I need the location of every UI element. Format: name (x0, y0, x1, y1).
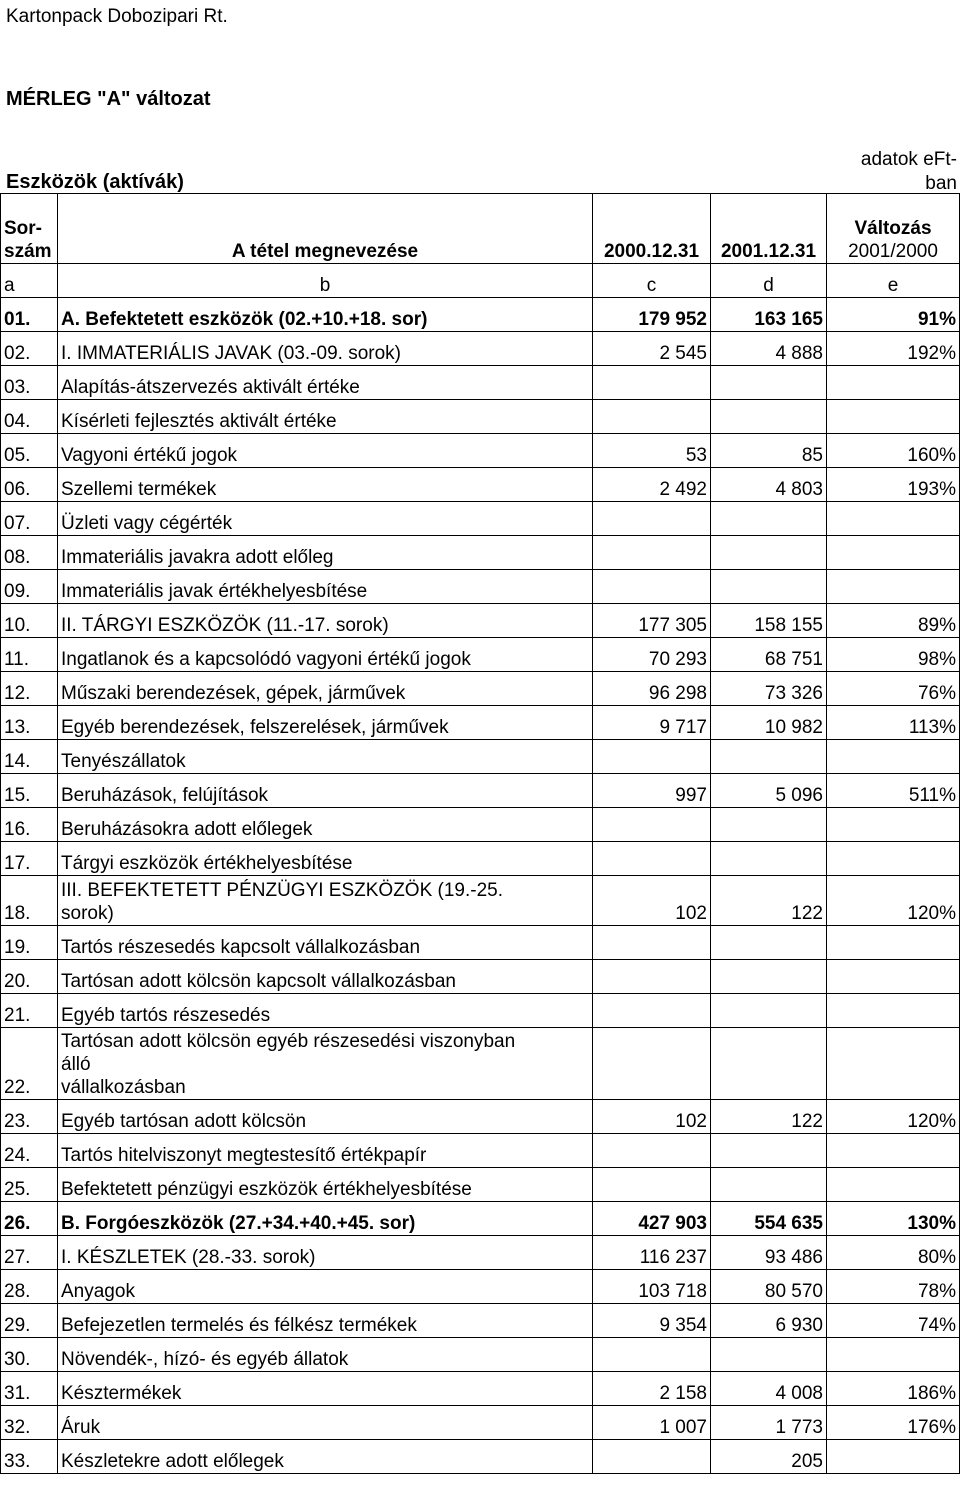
row-number: 33. (1, 1440, 58, 1474)
item-name (58, 1168, 593, 1202)
value-2000 (593, 1134, 711, 1168)
change-percent: 193% (827, 468, 960, 502)
value-2000 (593, 570, 711, 604)
value-2001 (711, 926, 827, 960)
change-percent: 78% (827, 1270, 960, 1304)
header-row-number (1, 194, 58, 264)
row-number: 11. (1, 638, 58, 672)
table-row (1, 774, 960, 808)
row-number: 01. (1, 298, 58, 332)
value-2001: 163 165 (711, 298, 827, 332)
value-2000: 96 298 (593, 672, 711, 706)
item-name (58, 604, 593, 638)
row-number: 14. (1, 740, 58, 774)
item-name (58, 1372, 593, 1406)
row-number: 26. (1, 1202, 58, 1236)
table-row (1, 366, 960, 400)
unit-note-line-2: ban (925, 173, 957, 194)
change-percent: 98% (827, 638, 960, 672)
value-2000 (593, 1028, 711, 1100)
change-percent: 186% (827, 1372, 960, 1406)
item-name (58, 298, 593, 332)
item-name (58, 332, 593, 366)
table-row (1, 1406, 960, 1440)
change-percent (827, 842, 960, 876)
row-number: 03. (1, 366, 58, 400)
change-percent (827, 1134, 960, 1168)
value-2001 (711, 570, 827, 604)
value-2001: 73 326 (711, 672, 827, 706)
column-letters-row (1, 264, 960, 298)
item-name-line: Anyagok (61, 1281, 135, 1302)
item-name-line: Tartósan adott kölcsön egyéb részesedési viszonyban (61, 1031, 516, 1052)
item-name-line: Egyéb tartós részesedés (61, 1005, 271, 1026)
value-2000 (593, 960, 711, 994)
item-name (58, 366, 593, 400)
item-name-line: III. BEFEKTETETT PÉNZÜGYI ESZKÖZÖK (19.-25. (61, 880, 504, 901)
item-name-line: Késztermékek (61, 1383, 182, 1404)
row-number: 18. (1, 876, 58, 926)
row-number: 13. (1, 706, 58, 740)
value-2001 (711, 502, 827, 536)
letter-e: e (827, 264, 960, 298)
change-percent: 192% (827, 332, 960, 366)
change-percent: 176% (827, 1406, 960, 1440)
value-2000: 997 (593, 774, 711, 808)
row-number: 21. (1, 994, 58, 1028)
value-2001 (711, 366, 827, 400)
item-name-line: Ingatlanok és a kapcsolódó vagyoni értékű jogok (61, 649, 471, 670)
value-2000: 1 007 (593, 1406, 711, 1440)
value-2001: 122 (711, 1100, 827, 1134)
item-name (58, 400, 593, 434)
value-2000: 177 305 (593, 604, 711, 638)
item-name-line: vállalkozásban (61, 1077, 186, 1098)
row-number: 32. (1, 1406, 58, 1440)
value-2000: 103 718 (593, 1270, 711, 1304)
change-percent: 74% (827, 1304, 960, 1338)
table-row (1, 876, 960, 926)
row-number: 22. (1, 1028, 58, 1100)
item-name (58, 1338, 593, 1372)
header-change-line-1: Változás (854, 218, 932, 239)
change-percent: 80% (827, 1236, 960, 1270)
row-number: 27. (1, 1236, 58, 1270)
change-percent (827, 366, 960, 400)
change-percent (827, 1440, 960, 1474)
change-percent: 511% (827, 774, 960, 808)
item-name-line: Növendék-, hízó- és egyéb állatok (61, 1349, 349, 1370)
value-2001: 80 570 (711, 1270, 827, 1304)
value-2000 (593, 400, 711, 434)
item-name-line: Beruházások, felújítások (61, 785, 269, 806)
table-row (1, 808, 960, 842)
table-row (1, 842, 960, 876)
header-2000: 2000.12.31 (593, 194, 711, 264)
letter-b: b (58, 264, 593, 298)
item-name-line: Áruk (61, 1417, 101, 1438)
value-2000 (593, 842, 711, 876)
value-2000: 9 354 (593, 1304, 711, 1338)
value-2001 (711, 1134, 827, 1168)
change-percent (827, 400, 960, 434)
item-name-line: Immateriális javakra adott előleg (61, 547, 334, 568)
value-2000 (593, 1168, 711, 1202)
row-number: 10. (1, 604, 58, 638)
section-title: Eszközök (aktívák) (6, 171, 184, 193)
table-row (1, 536, 960, 570)
row-number: 19. (1, 926, 58, 960)
value-2001: 4 008 (711, 1372, 827, 1406)
table-row (1, 434, 960, 468)
item-name (58, 1100, 593, 1134)
item-name-line: Egyéb berendezések, felszerelések, járművek (61, 717, 449, 738)
item-name-line: I. KÉSZLETEK (28.-33. sorok) (61, 1247, 316, 1268)
value-2001 (711, 994, 827, 1028)
item-name (58, 842, 593, 876)
item-name-line: Tartós hitelviszonyt megtestesítő értékpapír (61, 1145, 427, 1166)
page-title: MÉRLEG "A" változat (6, 88, 211, 110)
row-number: 04. (1, 400, 58, 434)
value-2000 (593, 994, 711, 1028)
row-number: 06. (1, 468, 58, 502)
value-2000 (593, 926, 711, 960)
row-number: 16. (1, 808, 58, 842)
row-number: 23. (1, 1100, 58, 1134)
item-name (58, 808, 593, 842)
change-percent (827, 1338, 960, 1372)
value-2001 (711, 1338, 827, 1372)
table-row (1, 926, 960, 960)
change-percent: 89% (827, 604, 960, 638)
item-name-line: Befejezetlen termelés és félkész termékek (61, 1315, 417, 1336)
item-name (58, 1202, 593, 1236)
item-name-line: Üzleti vagy cégérték (61, 513, 233, 534)
value-2001: 158 155 (711, 604, 827, 638)
value-2001: 122 (711, 876, 827, 926)
item-name (58, 502, 593, 536)
item-name (58, 1236, 593, 1270)
item-name (58, 638, 593, 672)
item-name (58, 1406, 593, 1440)
table-row (1, 1028, 960, 1100)
table-row (1, 400, 960, 434)
item-name (58, 1270, 593, 1304)
value-2000: 53 (593, 434, 711, 468)
item-name-line: A. Befektetett eszközök (02.+10.+18. sor) (61, 309, 428, 330)
header-change (827, 194, 960, 264)
table-row (1, 1236, 960, 1270)
value-2001: 93 486 (711, 1236, 827, 1270)
change-percent: 91% (827, 298, 960, 332)
item-name (58, 740, 593, 774)
table-row (1, 1202, 960, 1236)
table-row (1, 1134, 960, 1168)
value-2001 (711, 536, 827, 570)
value-2001: 4 888 (711, 332, 827, 366)
value-2000 (593, 502, 711, 536)
value-2000: 2 158 (593, 1372, 711, 1406)
balance-table (0, 193, 960, 1474)
change-percent: 120% (827, 876, 960, 926)
table-row (1, 1304, 960, 1338)
value-2001: 205 (711, 1440, 827, 1474)
change-percent (827, 740, 960, 774)
change-percent: 120% (827, 1100, 960, 1134)
item-name-line: álló (61, 1054, 91, 1075)
change-percent (827, 1168, 960, 1202)
item-name-line: Tenyészállatok (61, 751, 186, 772)
change-percent (827, 502, 960, 536)
row-number: 28. (1, 1270, 58, 1304)
item-name-line: Tartós részesedés kapcsolt vállalkozásban (61, 937, 421, 958)
change-percent (827, 926, 960, 960)
value-2001: 554 635 (711, 1202, 827, 1236)
value-2000 (593, 536, 711, 570)
row-number: 15. (1, 774, 58, 808)
item-name-line: Beruházásokra adott előlegek (61, 819, 313, 840)
company-name: Kartonpack Dobozipari Rt. (6, 6, 228, 27)
change-percent (827, 570, 960, 604)
value-2001: 10 982 (711, 706, 827, 740)
change-percent (827, 536, 960, 570)
table-row (1, 994, 960, 1028)
table-row (1, 1372, 960, 1406)
table-row (1, 298, 960, 332)
table-row (1, 502, 960, 536)
value-2000 (593, 740, 711, 774)
change-percent (827, 994, 960, 1028)
value-2000: 2 492 (593, 468, 711, 502)
change-percent (827, 960, 960, 994)
value-2001 (711, 842, 827, 876)
item-name-line: Kísérleti fejlesztés aktivált értéke (61, 411, 337, 432)
value-2000: 179 952 (593, 298, 711, 332)
header-2001: 2001.12.31 (711, 194, 827, 264)
item-name-line: Egyéb tartósan adott kölcsön (61, 1111, 307, 1132)
change-percent: 76% (827, 672, 960, 706)
table-row (1, 1338, 960, 1372)
value-2000 (593, 366, 711, 400)
row-number: 20. (1, 960, 58, 994)
change-percent: 113% (827, 706, 960, 740)
item-name-line: Vagyoni értékű jogok (61, 445, 238, 466)
item-name (58, 1134, 593, 1168)
table-row (1, 332, 960, 366)
value-2000 (593, 1338, 711, 1372)
value-2000: 70 293 (593, 638, 711, 672)
row-number: 07. (1, 502, 58, 536)
item-name-line: Szellemi termékek (61, 479, 217, 500)
table-row (1, 1440, 960, 1474)
row-number: 08. (1, 536, 58, 570)
item-name-line: Készletekre adott előlegek (61, 1451, 284, 1472)
item-name-line: Immateriális javak értékhelyesbítése (61, 581, 368, 602)
value-2001: 5 096 (711, 774, 827, 808)
value-2000: 9 717 (593, 706, 711, 740)
row-number: 17. (1, 842, 58, 876)
value-2001 (711, 400, 827, 434)
table-row (1, 960, 960, 994)
item-name (58, 536, 593, 570)
value-2000 (593, 808, 711, 842)
item-name-line: I. IMMATERIÁLIS JAVAK (03.-09. sorok) (61, 343, 401, 364)
header-change-line-2: 2001/2000 (848, 241, 938, 262)
table-row (1, 604, 960, 638)
row-number: 30. (1, 1338, 58, 1372)
table-row (1, 468, 960, 502)
table-row (1, 638, 960, 672)
value-2001: 68 751 (711, 638, 827, 672)
item-name (58, 876, 593, 926)
table-row (1, 740, 960, 774)
value-2000: 116 237 (593, 1236, 711, 1270)
table-row (1, 1168, 960, 1202)
table-row (1, 1100, 960, 1134)
letter-c: c (593, 264, 711, 298)
row-number: 09. (1, 570, 58, 604)
value-2000: 427 903 (593, 1202, 711, 1236)
value-2001: 1 773 (711, 1406, 827, 1440)
item-name (58, 570, 593, 604)
change-percent: 160% (827, 434, 960, 468)
header-row-number-line-1: Sor- (4, 218, 42, 239)
value-2001 (711, 740, 827, 774)
item-name-line: B. Forgóeszközök (27.+34.+40.+45. sor) (61, 1213, 416, 1234)
item-name-line: Alapítás-átszervezés aktivált értéke (61, 377, 360, 398)
item-name (58, 960, 593, 994)
value-2001: 85 (711, 434, 827, 468)
change-percent (827, 808, 960, 842)
item-name (58, 468, 593, 502)
value-2000: 2 545 (593, 332, 711, 366)
header-item-name: A tétel megnevezése (58, 194, 593, 264)
item-name (58, 1028, 593, 1100)
unit-note (840, 148, 957, 196)
row-number: 31. (1, 1372, 58, 1406)
row-number: 12. (1, 672, 58, 706)
value-2001 (711, 960, 827, 994)
item-name-line: Tartósan adott kölcsön kapcsolt vállalkozásban (61, 971, 457, 992)
value-2001 (711, 1168, 827, 1202)
row-number: 05. (1, 434, 58, 468)
item-name-line: Műszaki berendezések, gépek, járművek (61, 683, 406, 704)
letter-d: d (711, 264, 827, 298)
item-name (58, 926, 593, 960)
item-name (58, 672, 593, 706)
value-2000: 102 (593, 876, 711, 926)
table-row (1, 570, 960, 604)
header-row-number-line-2: szám (4, 241, 52, 262)
table-row (1, 706, 960, 740)
item-name (58, 774, 593, 808)
row-number: 29. (1, 1304, 58, 1338)
change-percent (827, 1028, 960, 1100)
item-name (58, 1304, 593, 1338)
item-name-line: Befektetett pénzügyi eszközök értékhelyesbítése (61, 1179, 472, 1200)
item-name (58, 994, 593, 1028)
table-row (1, 1270, 960, 1304)
item-name (58, 434, 593, 468)
item-name (58, 1440, 593, 1474)
table-header-row (1, 194, 960, 264)
item-name-line: Tárgyi eszközök értékhelyesbítése (61, 853, 353, 874)
value-2001: 6 930 (711, 1304, 827, 1338)
value-2001 (711, 808, 827, 842)
unit-note-line-1: adatok eFt- (860, 149, 957, 170)
value-2000 (593, 1440, 711, 1474)
value-2001: 4 803 (711, 468, 827, 502)
row-number: 02. (1, 332, 58, 366)
item-name-line: sorok) (61, 903, 114, 924)
item-name-line: II. TÁRGYI ESZKÖZÖK (11.-17. sorok) (61, 615, 389, 636)
row-number: 25. (1, 1168, 58, 1202)
value-2000: 102 (593, 1100, 711, 1134)
letter-a: a (1, 264, 58, 298)
value-2001 (711, 1028, 827, 1100)
item-name (58, 706, 593, 740)
table-row (1, 672, 960, 706)
row-number: 24. (1, 1134, 58, 1168)
change-percent: 130% (827, 1202, 960, 1236)
